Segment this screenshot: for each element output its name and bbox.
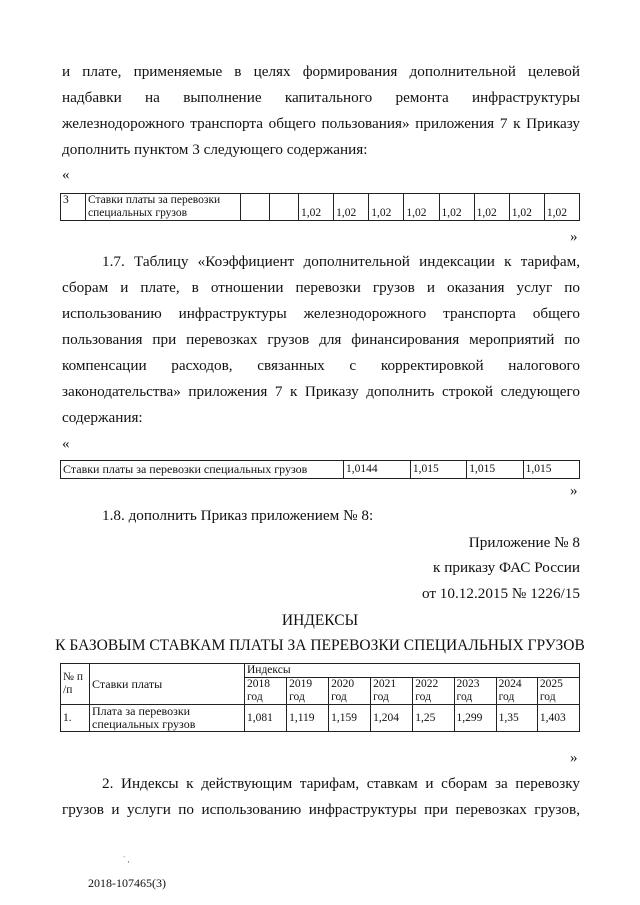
paragraph-2-line: сборам и плате, в отношении перевозки грузов и оказания услуг по bbox=[62, 279, 580, 296]
table-row bbox=[61, 194, 580, 221]
table2-value: 1,015 bbox=[410, 461, 466, 479]
table3-year: 2021 год bbox=[371, 678, 413, 705]
paragraph-1-line: надбавки на выполнение капитального ремонта инфраструктуры bbox=[62, 89, 580, 106]
table-indexes bbox=[60, 663, 580, 732]
table3-row-num: 1. bbox=[61, 705, 90, 732]
table3-year: 2024 год bbox=[496, 678, 537, 705]
table1-value: 1,02 bbox=[334, 194, 369, 221]
quote-close: » bbox=[570, 483, 578, 499]
quote-open: « bbox=[62, 436, 70, 452]
table3-value: 1,081 bbox=[245, 705, 287, 732]
table1-value: 1,02 bbox=[299, 194, 334, 221]
table2-value: 1,015 bbox=[523, 461, 579, 479]
appendix-line-2: к приказу ФАС России bbox=[433, 559, 580, 576]
scan-mark: ` , bbox=[123, 855, 130, 864]
table1-value: 1,02 bbox=[509, 194, 544, 221]
paragraph-2-line: содержания: bbox=[62, 409, 143, 426]
table3-value: 1,204 bbox=[371, 705, 413, 732]
table3-year: 2020 год bbox=[329, 678, 371, 705]
table1-label: Ставки платы за перевозки специальных грузов bbox=[86, 194, 241, 221]
quote-close: » bbox=[570, 229, 578, 245]
paragraph-4-line: грузов и услуги по использованию инфраструктуры при перевозках грузов, bbox=[62, 801, 580, 818]
table1-value: 1,02 bbox=[474, 194, 509, 221]
paragraph-2 bbox=[62, 249, 580, 431]
paragraph-1-line: железнодорожного транспорта общего пользования» приложения 7 к Приказу bbox=[62, 115, 580, 132]
table-row bbox=[61, 705, 580, 732]
table2-label: Ставки платы за перевозки специальных грузов bbox=[61, 461, 344, 479]
document-code: 2018-107465(3) bbox=[88, 876, 166, 890]
table3-row-label: Плата за перевозки специальных грузов bbox=[90, 705, 245, 732]
paragraph-2-line: законодательства» приложения 7 к Приказу дополнить строкой следующего bbox=[62, 383, 580, 400]
table1-num: 3 bbox=[61, 194, 86, 221]
quote-close: » bbox=[570, 750, 578, 766]
table1-empty bbox=[270, 194, 299, 221]
table3-year: 2019 год bbox=[287, 678, 329, 705]
table3-year: 2025 год bbox=[537, 678, 579, 705]
table3-year: 2022 год bbox=[413, 678, 454, 705]
paragraph-1 bbox=[62, 59, 580, 163]
paragraph-1-line: и плате, применяемые в целях формирования дополнительной целевой bbox=[62, 63, 580, 80]
table1-value: 1,02 bbox=[369, 194, 404, 221]
table-stavki-1 bbox=[60, 193, 580, 221]
table3-value: 1,25 bbox=[413, 705, 454, 732]
table1-value: 1,02 bbox=[544, 194, 579, 221]
paragraph-2-line: 1.7. Таблицу «Коэффициент дополнительной индексации к тарифам, bbox=[102, 253, 580, 270]
appendix-line-1: Приложение № 8 bbox=[468, 534, 580, 551]
table3-value: 1,35 bbox=[496, 705, 537, 732]
table-row bbox=[61, 664, 580, 678]
table3-value: 1,299 bbox=[454, 705, 496, 732]
table1-value: 1,02 bbox=[439, 194, 474, 221]
paragraph-3-line: 1.8. дополнить Приказ приложением № 8: bbox=[102, 507, 374, 524]
table-row bbox=[61, 461, 580, 479]
paragraph-2-line: пользования при перевозках грузов для финансирования мероприятий по bbox=[62, 331, 580, 348]
table3-year: 2018 год bbox=[245, 678, 287, 705]
table2-value: 1,015 bbox=[467, 461, 523, 479]
paragraph-4 bbox=[62, 771, 580, 823]
table3-col-indexes: Индексы bbox=[245, 664, 580, 678]
table3-year: 2023 год bbox=[454, 678, 496, 705]
table3-col-rates: Ставки платы bbox=[90, 664, 245, 705]
table1-empty bbox=[241, 194, 270, 221]
heading-subtitle: К БАЗОВЫМ СТАВКАМ ПЛАТЫ ЗА ПЕРЕВОЗКИ СПЕЦИАЛЬНЫХ ГРУЗОВ bbox=[55, 637, 585, 654]
table2-value: 1,0144 bbox=[344, 461, 411, 479]
table1-value: 1,02 bbox=[404, 194, 439, 221]
table3-col-num: № п /п bbox=[61, 664, 90, 705]
paragraph-1-line: дополнить пунктом 3 следующего содержания: bbox=[62, 141, 368, 158]
table-stavki-2 bbox=[60, 460, 580, 479]
appendix-line-3: от 10.12.2015 № 1226/15 bbox=[421, 585, 580, 602]
paragraph-3 bbox=[62, 503, 580, 529]
heading-indexes: ИНДЕКСЫ bbox=[281, 612, 359, 629]
table3-value: 1,119 bbox=[287, 705, 329, 732]
paragraph-2-line: компенсации расходов, связанных с корректировкой налогового bbox=[62, 357, 580, 374]
quote-open: « bbox=[62, 167, 70, 183]
table3-value: 1,403 bbox=[537, 705, 579, 732]
paragraph-4-line: 2. Индексы к действующим тарифам, ставкам и сборам за перевозку bbox=[102, 775, 580, 792]
paragraph-2-line: использованию инфраструктуры железнодорожного транспорта общего bbox=[62, 305, 580, 322]
table3-value: 1,159 bbox=[329, 705, 371, 732]
